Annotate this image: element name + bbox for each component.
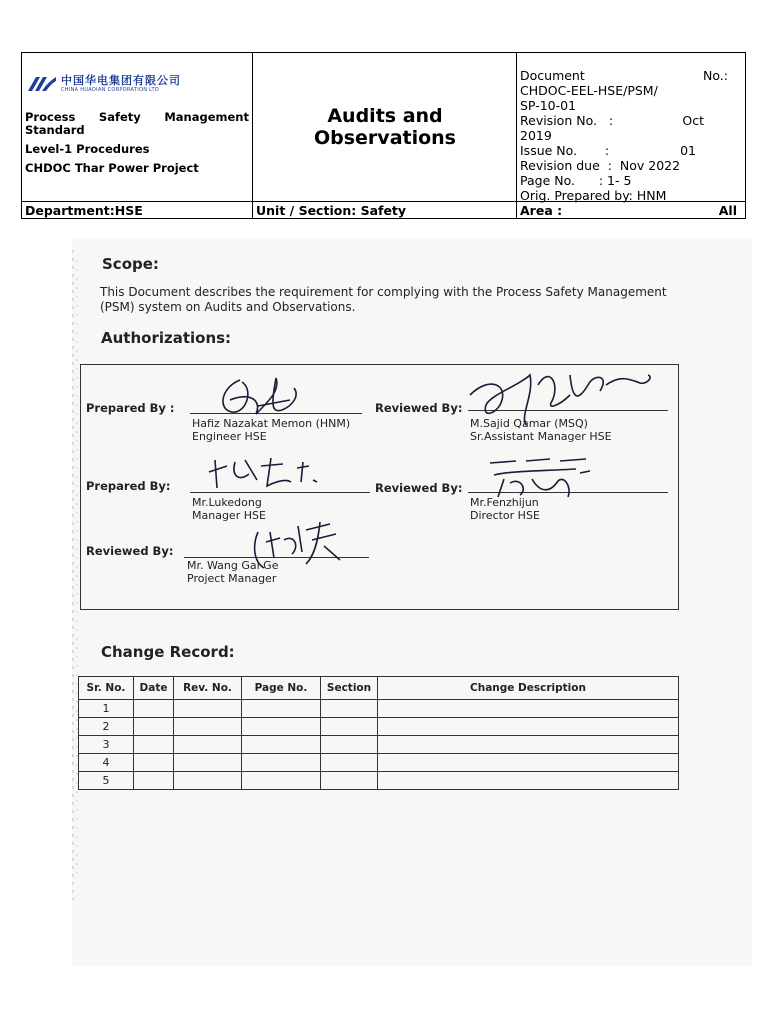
reviewed-by-3-fullname: Mr. Wang Gai Ge <box>187 559 279 572</box>
standard-word-2: Safety <box>98 110 141 124</box>
signature-lukedong-icon <box>205 452 335 497</box>
authorizations-heading: Authorizations: <box>101 329 232 347</box>
rev-no-cell <box>174 700 242 718</box>
revision-year: 2019 <box>520 128 552 143</box>
sr-no-cell: 3 <box>79 736 134 754</box>
standard-word-1: Process <box>25 110 76 124</box>
reviewed-by-label-2: Reviewed By: <box>375 481 463 495</box>
sr-no-cell: 5 <box>79 772 134 790</box>
date-cell <box>134 700 174 718</box>
reviewed-by-label-3: Reviewed By: <box>86 544 174 558</box>
doc-no-value-1: CHDOC-EEL-HSE/PSM/ <box>520 83 658 98</box>
reviewed-by-1-title: Sr.Assistant Manager HSE <box>470 430 612 443</box>
section-cell <box>321 736 378 754</box>
prepared-by-label-1: Prepared By : <box>86 401 175 415</box>
col-page-no: Page No. <box>242 677 321 700</box>
page-no-cell <box>242 700 321 718</box>
table-row <box>79 718 679 736</box>
scope-text: This Document describes the requirement for complying with the Process Safety Management (PSM) system on Audits and Observations. <box>100 285 667 314</box>
sr-no-cell: 1 <box>79 700 134 718</box>
description-cell <box>378 736 679 754</box>
col-sr-no: Sr. No. <box>79 677 134 700</box>
rev-no-cell <box>174 718 242 736</box>
page-no-cell <box>242 772 321 790</box>
logo-english-name: CHINA HUADIAN CORPORATION LTD <box>61 86 160 93</box>
col-rev-no: Rev. No. <box>174 677 242 700</box>
change-record-heading: Change Record: <box>101 643 235 661</box>
change-record-header-row <box>79 677 679 700</box>
signature-msq-icon <box>460 355 660 440</box>
department-cell: Department:HSE <box>22 202 253 219</box>
section-cell <box>321 718 378 736</box>
date-cell <box>134 772 174 790</box>
reviewed-by-3-title: Project Manager <box>187 572 277 585</box>
issue-value: 01 <box>680 143 696 158</box>
standard-word-3: Management <box>164 110 249 124</box>
sr-no-cell: 2 <box>79 718 134 736</box>
change-record-table <box>78 676 679 790</box>
page-no-cell <box>242 754 321 772</box>
sr-no-cell: 4 <box>79 754 134 772</box>
area-label: Area : <box>520 203 563 218</box>
description-cell <box>378 754 679 772</box>
section-cell <box>321 772 378 790</box>
rev-no-cell <box>174 736 242 754</box>
prepared-by-1-title: Engineer HSE <box>192 430 267 443</box>
doc-no-suffix: No.: <box>703 68 728 83</box>
reviewed-by-label-1: Reviewed By: <box>375 401 463 415</box>
signature-fenzhijun-icon <box>480 453 610 501</box>
doc-no-label: Document <box>520 68 585 83</box>
description-cell <box>378 718 679 736</box>
col-date: Date <box>134 677 174 700</box>
page-no-cell <box>242 718 321 736</box>
revision-label: Revision No. : <box>520 113 614 128</box>
rev-no-cell <box>174 754 242 772</box>
date-cell <box>134 718 174 736</box>
revision-due: Revision due : Nov 2022 <box>520 158 681 173</box>
date-cell <box>134 736 174 754</box>
revision-value: Oct <box>682 113 704 128</box>
issue-label: Issue No. : <box>520 143 610 158</box>
col-section: Section <box>321 677 378 700</box>
date-cell <box>134 754 174 772</box>
level-text: Level-1 Procedures <box>25 142 150 156</box>
signature-wang-icon <box>240 512 350 574</box>
prepared-by-2-title: Manager HSE <box>192 509 266 522</box>
area-value: All <box>718 203 737 218</box>
logo-chinese-name: 中国华电集团有限公司 <box>61 73 181 87</box>
page-no-label: Page No. : <box>520 173 604 188</box>
prepared-by-2-fullname: Mr.Lukedong <box>192 496 262 509</box>
reviewed-by-2-title: Director HSE <box>470 509 540 522</box>
reviewed-by-2-fullname: Mr.Fenzhijun <box>470 496 539 509</box>
table-row <box>79 754 679 772</box>
standard-word-4: Standard <box>25 123 85 137</box>
table-row <box>79 772 679 790</box>
section-cell <box>321 700 378 718</box>
table-row <box>79 700 679 718</box>
table-row <box>79 736 679 754</box>
title-line-1: Audits and <box>327 105 443 127</box>
title-line-2: Observations <box>313 127 456 149</box>
rev-no-cell <box>174 772 242 790</box>
section-cell <box>321 754 378 772</box>
description-cell <box>378 772 679 790</box>
project-name: CHDOC Thar Power Project <box>25 161 199 175</box>
col-change-description: Change Description <box>378 677 679 700</box>
reviewed-by-1-fullname: M.Sajid Qamar (MSQ) <box>470 417 588 430</box>
prepared-by-text: Orig. Prepared by: HNM <box>520 188 667 203</box>
unit-section-cell: Unit / Section: Safety <box>253 202 517 219</box>
description-cell <box>378 700 679 718</box>
page-no-cell <box>242 736 321 754</box>
page-no-value: 1- 5 <box>607 173 632 188</box>
scope-heading: Scope: <box>102 255 159 273</box>
prepared-by-1-fullname: Hafiz Nazakat Memon (HNM) <box>192 417 351 430</box>
signature-hnm-icon <box>210 370 310 440</box>
doc-no-value-2: SP-10-01 <box>520 98 577 113</box>
prepared-by-label-2: Prepared By: <box>86 479 171 493</box>
